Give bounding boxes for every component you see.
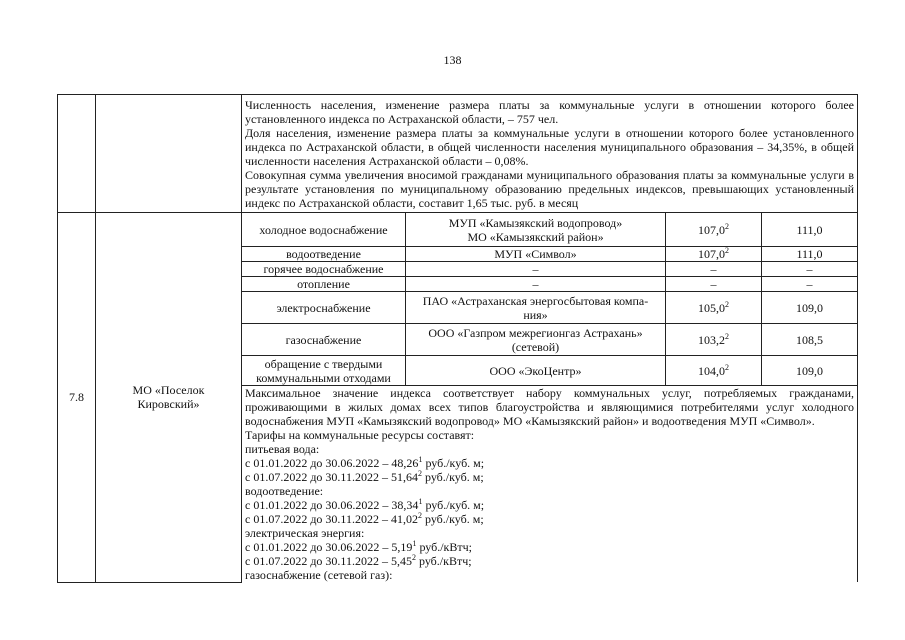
service-provider: – xyxy=(406,277,666,292)
service-value: 109,0 xyxy=(762,292,858,324)
tariffs-intro: Тарифы на коммунальные ресурсы составят: xyxy=(245,428,475,442)
service-name: обращение с твердыми коммунальными отходами xyxy=(242,356,406,386)
service-index: 107,0$^2$ xyxy=(666,213,762,247)
provider-line-2: ния» xyxy=(523,307,548,322)
municipality-line-1: МО «Поселок xyxy=(132,383,205,398)
row-number: 7.8 xyxy=(58,213,96,583)
provider-line-2: МО «Камызякский район» xyxy=(467,229,604,244)
service-name: водоотведение xyxy=(242,247,406,262)
explanation-text xyxy=(242,386,858,583)
tariff-line: газоснабжение (сетевой газ): xyxy=(245,568,393,582)
tariff-line: с 01.01.2022 до 30.06.2022 – 48,26$^1$ руб./куб. м; xyxy=(245,455,485,470)
service-provider: МУП «Символ» xyxy=(406,247,666,262)
tariff-line: питьевая вода: xyxy=(245,442,320,456)
service-value: 109,0 xyxy=(762,356,858,386)
tariff-line: с 01.07.2022 до 30.11.2022 – 51,64$^2$ руб./куб. м; xyxy=(245,469,484,484)
service-provider: – xyxy=(406,262,666,277)
tariff-line: с 01.07.2022 до 30.11.2022 – 41,02$^2$ руб./куб. м; xyxy=(245,511,484,526)
tariff-line: с 01.01.2022 до 30.06.2022 – 5,19$^1$ руб./кВтч; xyxy=(245,539,473,554)
municipality-empty xyxy=(96,95,242,213)
municipality-name xyxy=(96,213,242,583)
service-index: – xyxy=(666,262,762,277)
service-row xyxy=(58,213,858,247)
service-name: отопление xyxy=(242,277,406,292)
tariff-line: с 01.07.2022 до 30.11.2022 – 5,45$^2$ руб./кВтч; xyxy=(245,553,472,568)
service-index: 107,0$^2$ xyxy=(666,247,762,262)
population-share-paragraph: Доля населения, изменение размера платы за коммунальные услуги в отношении которого более установленного индекса по Астраханской области, в общей численности населения муниципального образования – 34,35%, в общей численности населения Астраханской области – 0,08%. xyxy=(245,125,854,168)
population-impact-text xyxy=(242,95,858,213)
service-name: электроснабжение xyxy=(242,292,406,324)
municipality-line-2: Кировский» xyxy=(137,397,200,412)
max-index-paragraph: Максимальное значение индекса соответствует набору коммунальных услуг, потребляемых гражданами, проживающими в жилых домах всех типов благоустройства и являющимися потребителями услуг холодного водоснабжения МУП «Камызякский водопровод» МО «Камызякский район» и водоотведения МУП «Символ». xyxy=(245,386,854,428)
provider-line-1: МУП «Камызякский водопровод» xyxy=(448,215,623,230)
service-index: 104,0$^2$ xyxy=(666,356,762,386)
service-value: 111,0 xyxy=(762,247,858,262)
provider-line-1: ПАО «Астраханская энергосбытовая компа- xyxy=(422,293,649,308)
tariff-line: водоотведение: xyxy=(245,484,324,498)
service-value: – xyxy=(762,262,858,277)
population-count-paragraph: Численность населения, изменение размера платы за коммунальные услуги в отношении которого более установленного индекса по Астраханской области, – 757 чел. xyxy=(245,97,854,126)
provider-line-2: (сетевой) xyxy=(511,339,560,354)
service-provider: ООО «ЭкоЦентр» xyxy=(406,356,666,386)
service-index: 105,0$^2$ xyxy=(666,292,762,324)
service-provider xyxy=(406,292,666,324)
row-number-empty xyxy=(58,95,96,213)
service-index: – xyxy=(666,277,762,292)
tariff-line: электрическая энергия: xyxy=(245,526,365,540)
page-number: 138 xyxy=(443,53,462,67)
service-value: 111,0 xyxy=(762,213,858,247)
service-value: – xyxy=(762,277,858,292)
service-index: 103,2$^2$ xyxy=(666,324,762,356)
payment-increase-paragraph: Совокупная сумма увеличения вносимой гражданами муниципального образования платы за коммунальные услуги в результате установления по муниципальному образованию предельных индексов, превышающих установленный индекс по Астраханской области, составит 1,65 тыс. руб. в месяц xyxy=(245,167,854,210)
service-provider xyxy=(406,213,666,247)
service-value: 108,5 xyxy=(762,324,858,356)
service-name: газоснабжение xyxy=(242,324,406,356)
continued-row xyxy=(58,95,858,213)
service-provider xyxy=(406,324,666,356)
provider-line-1: ООО «Газпром межрегионгаз Астрахань» xyxy=(428,325,643,340)
tariff-line: с 01.01.2022 до 30.06.2022 – 38,34$^1$ руб./куб. м; xyxy=(245,497,485,512)
indices-table xyxy=(57,94,858,583)
service-name: горячее водоснабжение xyxy=(242,262,406,277)
service-name: холодное водоснабжение xyxy=(242,213,406,247)
